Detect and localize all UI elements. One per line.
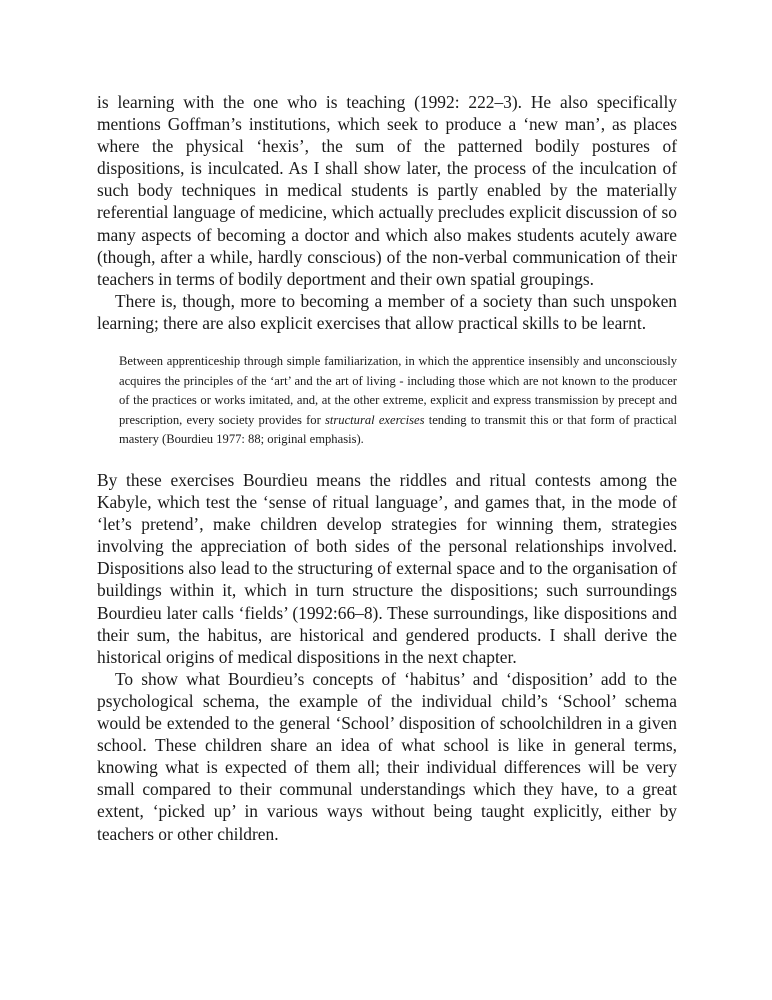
paragraph-explicit-exercises: There is, though, more to becoming a member of a society than such unspoken learning; there are also explicit exercises that allow practical skills to be learnt. [97, 290, 677, 333]
paragraph-school-disposition: To show what Bourdieu’s concepts of ‘habitus’ and ‘disposition’ add to the psychological schema, the example of the individual child’s ‘School’ schema would be extended to the general ‘School’ disposition of schoolchildren in a given school. These children share an idea of what school is like in general terms, knowing what is expected of them all; their individual differences will be very small compared to their communal understandings which they have, to a great extent, ‘picked up’ in various ways without being taught explicitly, either by teachers or other children. [97, 668, 677, 844]
quote-emphasis: structural exercises [324, 412, 425, 427]
paragraph-hexis: is learning with the one who is teaching (1992: 222–3). He also specifically mentions Goffman’s institutions, which seek to produce a ‘new man’, as places where the physical ‘hexis’, the sum of the patterned bodily postures of dispositions, is inculcated. As I shall show later, the process of the inculcation of such body techniques in medical students is partly enabled by the materially referential language of medicine, which actually precludes explicit discussion of so many aspects of becoming a doctor and which also makes students acutely aware (though, after a while, hardly conscious) of the non-verbal communication of their teachers in terms of bodily deportment and their own spatial groupings. [97, 92, 677, 289]
quote-text-start: Between apprenticeship through simple familiarization, in which the apprentice insensibly and unconsciously acquires the principles of the ‘art’ and the art of living - including those which are not known to the producer of the practices or works imitated, and, at the other extreme, explicit and express transmission by precept and prescription, every society provides for [119, 354, 677, 427]
document-page [97, 91, 677, 845]
paragraph-riddles-fields: By these exercises Bourdieu means the riddles and ritual contests among the Kabyle, which test the ‘sense of ritual language’, and games that, in the mode of ‘let’s pretend’, make children develop strategies for winning them, strategies involving the appreciation of both sides of the personal relationships involved. Dispositions also lead to the structuring of external space and to the organisation of buildings within it, which in turn structure the dispositions; such surroundings Bourdieu later calls ‘fields’ (1992:66–8). These surroundings, like dispositions and their sum, the habitus, are historical and gendered products. I shall derive the historical origins of medical dispositions in the next chapter. [97, 470, 677, 667]
block-quote-bourdieu [119, 352, 677, 450]
quote-text-end: tending to transmit this or that form of practical mastery (Bourdieu 1977: 88; original emphasis). [119, 412, 677, 447]
